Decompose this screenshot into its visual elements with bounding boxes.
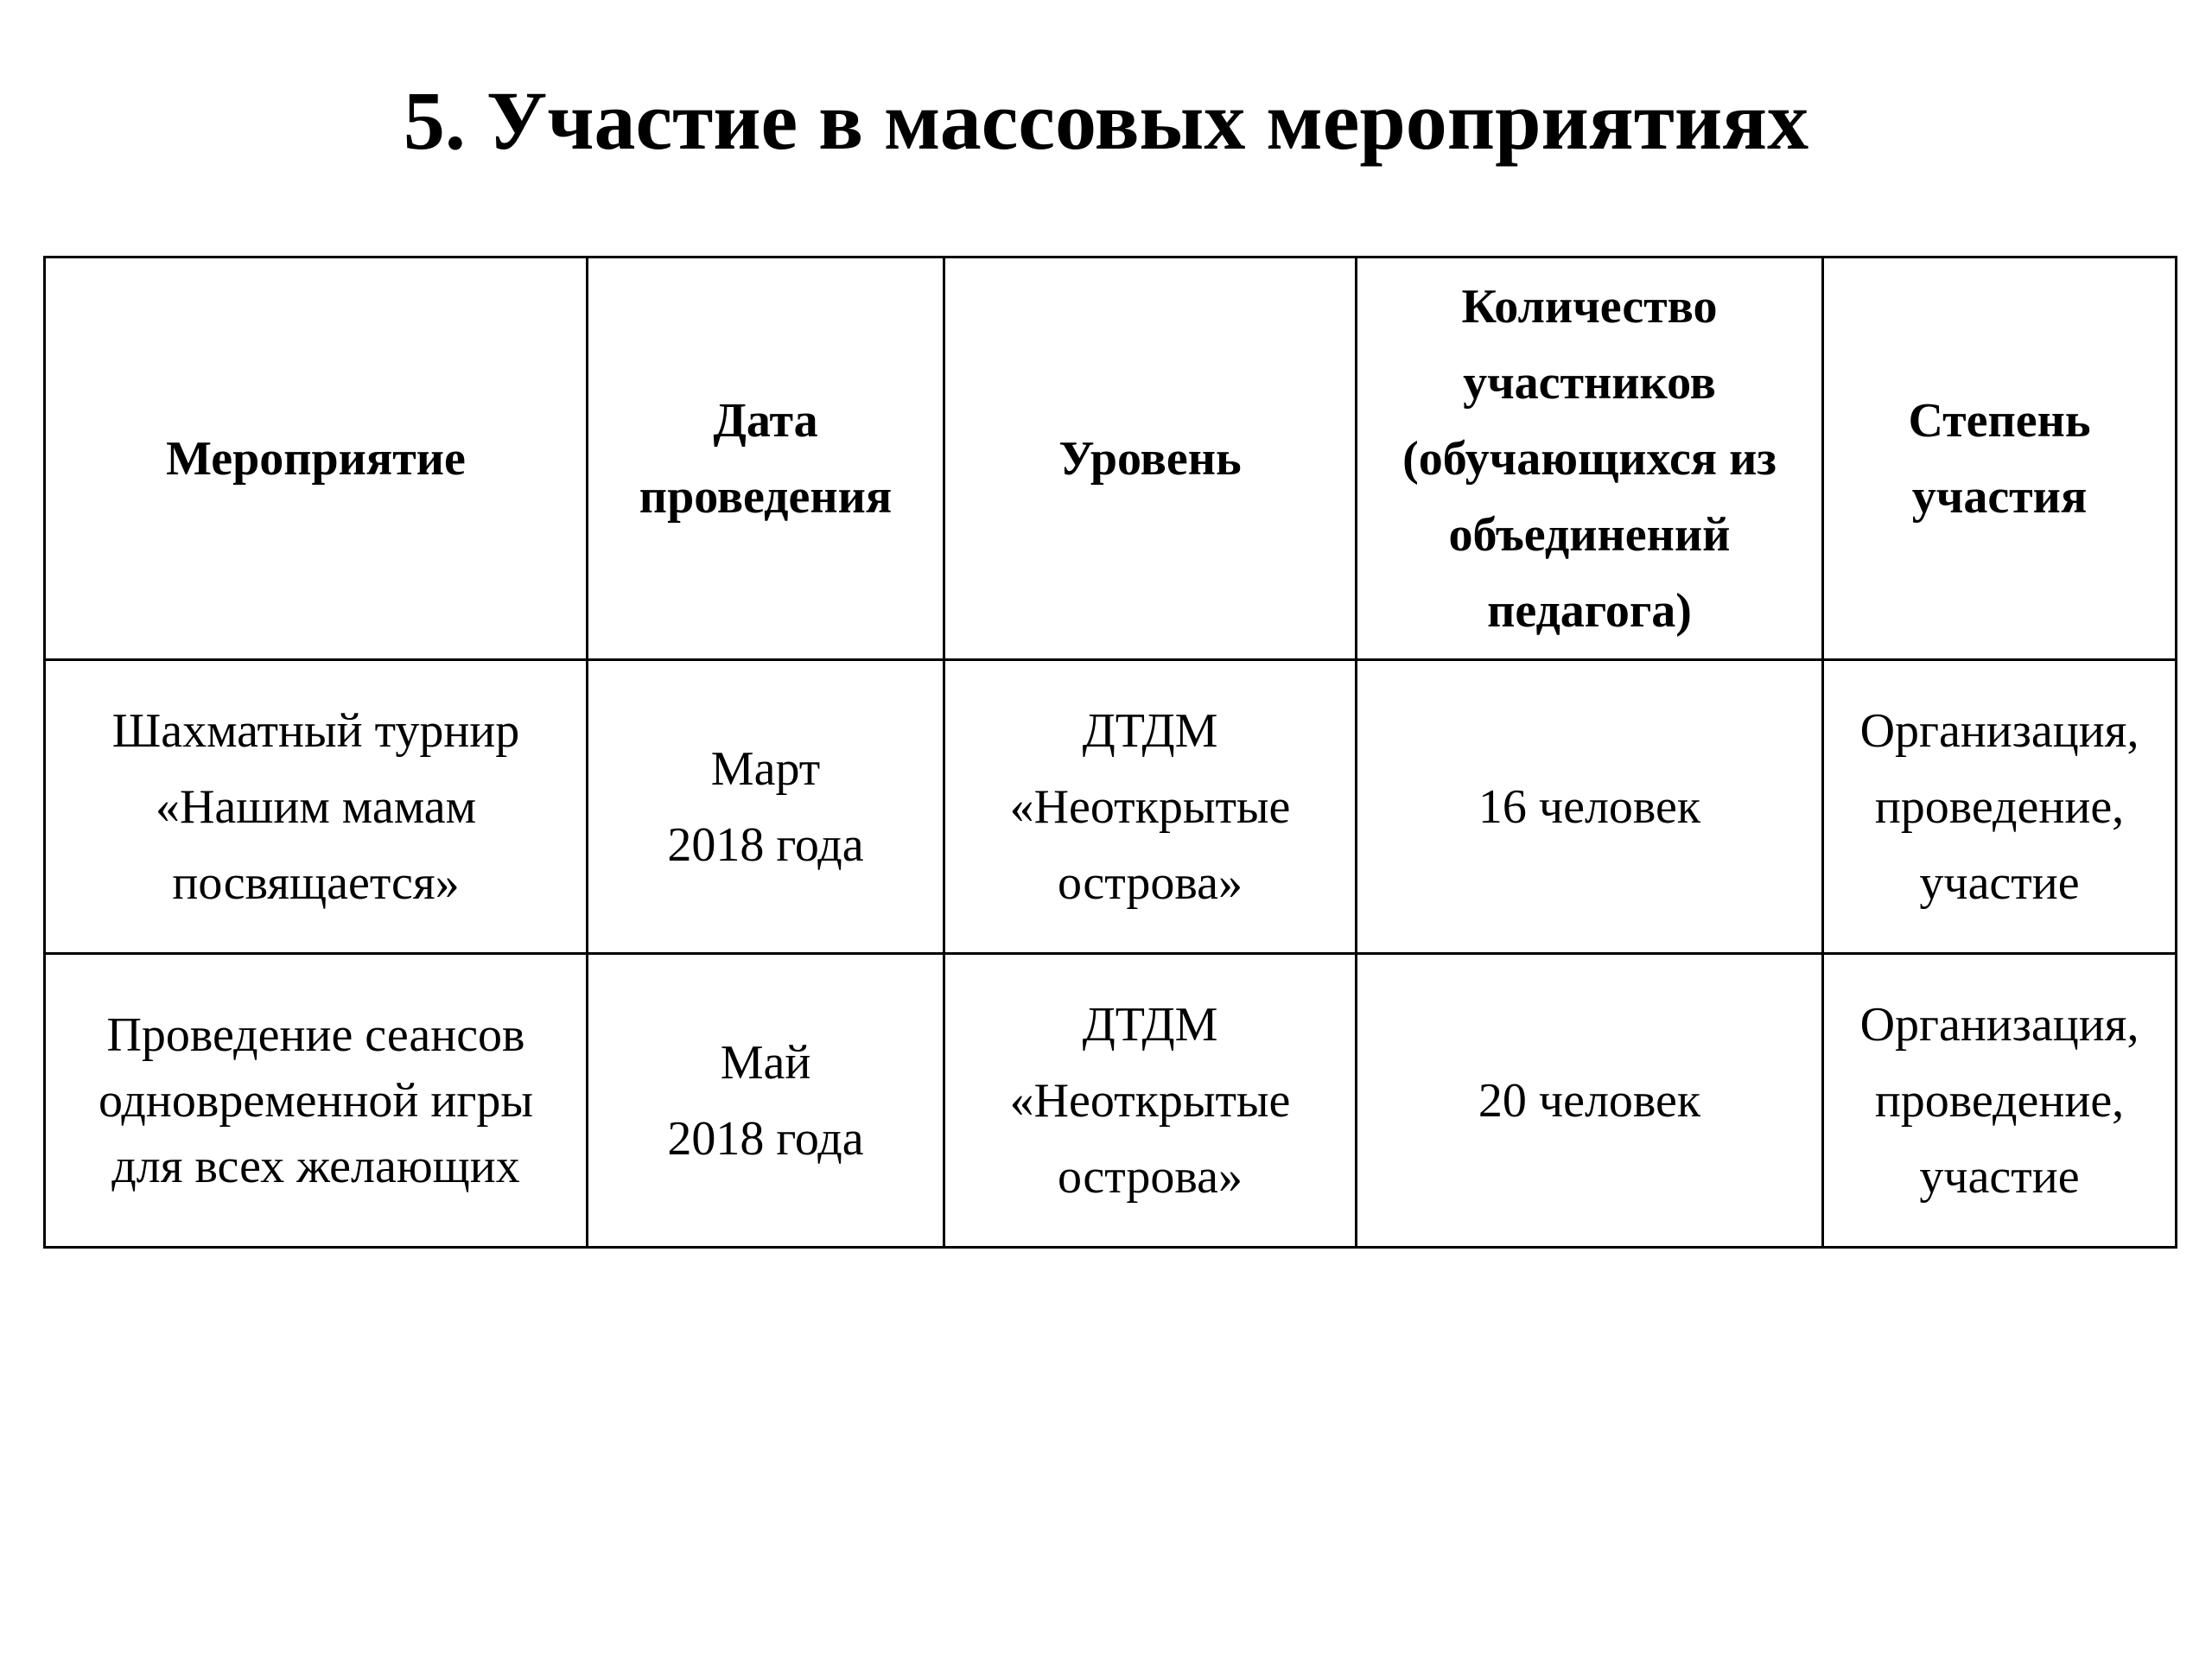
cell-event: Шахматный турнир «Нашим мамам посвящается» — [45, 660, 588, 954]
cell-participants: 20 человек — [1357, 954, 1823, 1248]
cell-date: Май 2018 года — [588, 954, 944, 1248]
page-title: 5. Участие в массовых мероприятиях — [403, 74, 1809, 167]
header-event: Мероприятие — [45, 257, 588, 660]
header-date: Дата проведения — [588, 257, 944, 660]
cell-event: Проведение сеансов одновременной игры для всех желающих — [45, 954, 588, 1248]
events-table — [43, 256, 2177, 1249]
table-row — [45, 954, 2177, 1248]
cell-date: Март 2018 года — [588, 660, 944, 954]
table-row — [45, 660, 2177, 954]
cell-role: Организация, проведение, участие — [1823, 954, 2177, 1248]
cell-level: ДТДМ «Неоткрытые острова» — [944, 660, 1357, 954]
header-role: Степень участия — [1823, 257, 2177, 660]
header-level: Уровень — [944, 257, 1357, 660]
cell-participants: 16 человек — [1357, 660, 1823, 954]
header-participants: Количество участников (обучающихся из объединений педагога) — [1357, 257, 1823, 660]
cell-level: ДТДМ «Неоткрытые острова» — [944, 954, 1357, 1248]
cell-role: Организация, проведение, участие — [1823, 660, 2177, 954]
table-header-row — [45, 257, 2177, 660]
